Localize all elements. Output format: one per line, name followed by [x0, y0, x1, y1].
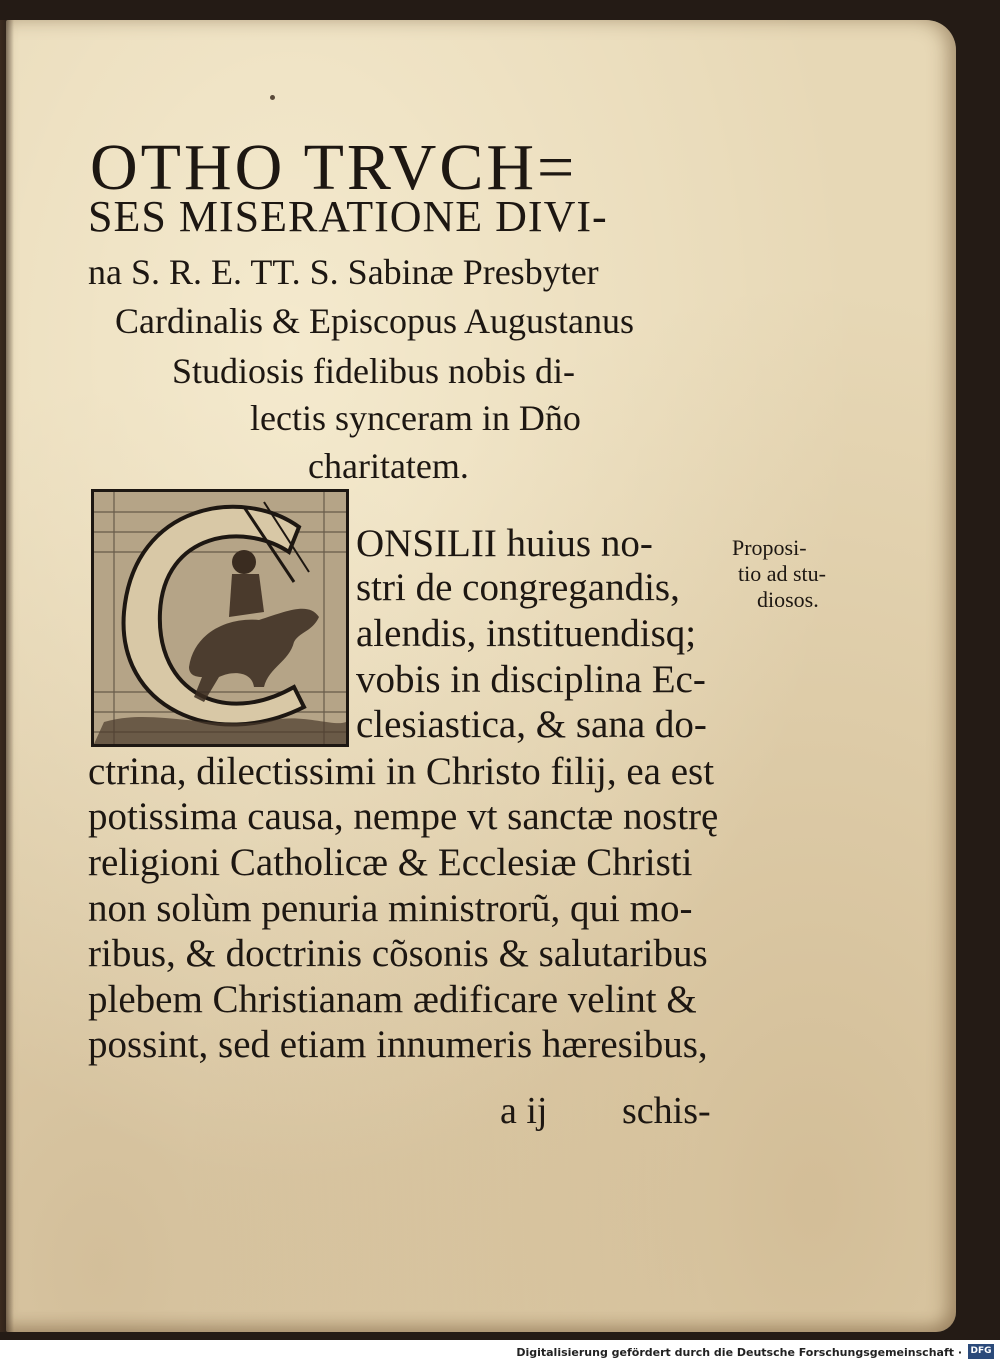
body-line: alendis, instituendisq;: [356, 612, 697, 655]
title-line-2: SES MISERATIONE DIVI-: [88, 192, 608, 241]
body-line: ONSILII huius no-: [356, 522, 653, 565]
catchword: schis-: [622, 1090, 711, 1132]
footer-bar: [0, 1340, 1000, 1365]
body-line: ctrina, dilectissimi in Christo filij, ea est: [88, 750, 715, 793]
body-line: clesiastica, & sana do-: [356, 703, 707, 746]
body-line: potissima causa, nempe vt sanctæ nostrę: [88, 795, 719, 838]
title-line-7: charitatem.: [308, 446, 469, 486]
body-line: non solùm penuria ministrorũ, qui mo-: [88, 887, 693, 930]
marginal-note-line: Proposi-: [732, 535, 807, 560]
marginal-note-line: diosos.: [757, 587, 819, 612]
page-gutter-shadow: [0, 20, 14, 1332]
title-line-1: OTHO TRVCH=: [90, 131, 578, 204]
woodcut-initial-c-icon: [91, 489, 349, 747]
title-line-3: na S. R. E. TT. S. Sabinæ Presbyter: [88, 252, 599, 292]
body-line: ribus, & doctrinis cõsonis & salutaribus: [88, 932, 708, 975]
body-line: vobis in disciplina Ec-: [356, 658, 706, 701]
title-line-6: lectis synceram in Dño: [250, 398, 581, 438]
signature-mark: a ij: [500, 1090, 548, 1132]
funding-notice: Digitalisierung gefördert durch die Deutsche Forschungsgemeinschaft ·: [516, 1346, 962, 1359]
dfg-logo-icon[interactable]: DFG: [968, 1344, 994, 1359]
marginal-note-line: tio ad stu-: [738, 561, 826, 586]
body-line: stri de congregandis,: [356, 566, 680, 609]
body-line: possint, sed etiam innumeris hæresibus,: [88, 1023, 708, 1066]
title-line-4: Cardinalis & Episcopus Augustanus: [115, 301, 634, 341]
ink-speck: [270, 95, 275, 100]
title-line-5: Studiosis fidelibus nobis di-: [172, 351, 576, 391]
body-line: plebem Christianam ædificare velint &: [88, 978, 697, 1021]
body-line: religioni Catholicæ & Ecclesiæ Christi: [88, 841, 693, 884]
